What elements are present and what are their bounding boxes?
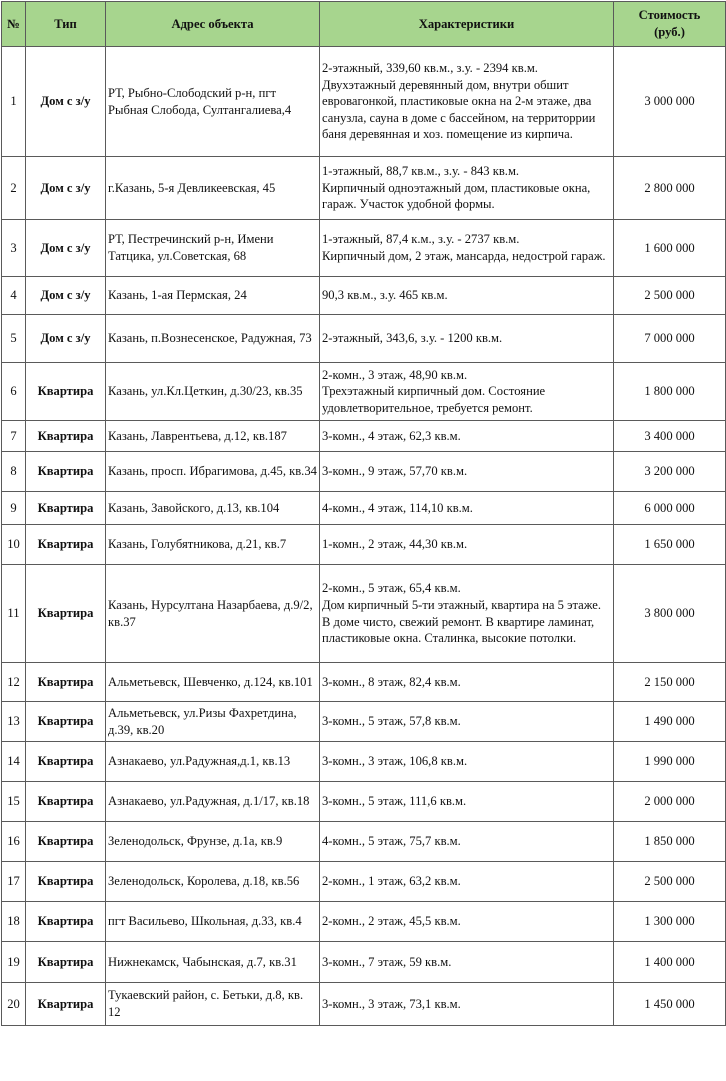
property-address-cell — [106, 942, 320, 983]
property-price: 1 490 000 — [644, 714, 695, 729]
property-price: 3 000 000 — [644, 94, 695, 109]
table-row — [2, 277, 726, 315]
property-address-cell — [106, 822, 320, 862]
property-address-cell — [106, 220, 320, 277]
property-address: Казань, 1-ая Пермская, 24 — [108, 288, 247, 303]
property-address: РТ, Рыбно-Слободский р-н, пгт Рыбная Слобода, Султангалиева,4 — [108, 85, 292, 117]
property-price: 3 800 000 — [644, 606, 695, 621]
row-number-cell — [2, 220, 26, 277]
row-number: 5 — [10, 331, 17, 346]
property-price-cell — [614, 983, 726, 1026]
property-address-cell — [106, 452, 320, 492]
property-characteristics-cell — [320, 702, 614, 742]
property-characteristics-cell — [320, 782, 614, 822]
row-number-cell — [2, 492, 26, 525]
property-type-cell — [26, 220, 106, 277]
property-price-cell — [614, 363, 726, 421]
property-address: пгт Васильево, Школьная, д.33, кв.4 — [108, 914, 302, 929]
property-price: 1 990 000 — [644, 754, 695, 769]
property-address-cell — [106, 47, 320, 157]
property-characteristics: 3-комн., 3 этаж, 73,1 кв.м. — [322, 996, 461, 1011]
property-characteristics: 2-комн., 2 этаж, 45,5 кв.м. — [322, 914, 461, 929]
property-address: Азнакаево, ул.Радужная, д.1/17, кв.18 — [108, 794, 310, 809]
property-address-cell — [106, 983, 320, 1026]
property-price-cell — [614, 742, 726, 782]
row-number-cell — [2, 702, 26, 742]
row-number-cell — [2, 157, 26, 220]
property-characteristics: 2-этажный, 343,6, з.у. - 1200 кв.м. — [322, 331, 503, 346]
property-type-cell — [26, 492, 106, 525]
row-number-cell — [2, 782, 26, 822]
property-address: Казань, ул.Кл.Цеткин, д.30/23, кв.35 — [108, 384, 303, 399]
property-price-cell — [614, 157, 726, 220]
row-number: 6 — [10, 384, 17, 399]
property-price-cell — [614, 942, 726, 983]
row-number-cell — [2, 525, 26, 565]
property-type-cell — [26, 663, 106, 702]
row-number: 11 — [7, 606, 20, 621]
table-row — [2, 47, 726, 157]
row-number: 1 — [10, 94, 17, 109]
property-price-cell — [614, 525, 726, 565]
property-price: 2 500 000 — [644, 288, 695, 303]
row-number: 16 — [7, 834, 20, 849]
property-address-cell — [106, 663, 320, 702]
property-type: Квартира — [37, 428, 94, 443]
table-row — [2, 220, 726, 277]
table-row — [2, 862, 726, 902]
property-characteristics: 3-комн., 5 этаж, 57,8 кв.м. — [322, 714, 461, 729]
property-characteristics: 2-комн., 5 этаж, 65,4 кв.м. Дом кирпичный 5-ти этажный, квартира на 5 этаже. В доме чисто, свежий ремонт. В квартире ламинат, пластиковые окна. Сталинка, высокие потолки. — [322, 581, 602, 646]
property-characteristics-cell — [320, 525, 614, 565]
property-address: г.Казань, 5-я Девликеевская, 45 — [108, 180, 276, 195]
property-characteristics-cell — [320, 942, 614, 983]
property-characteristics: 2-этажный, 339,60 кв.м., з.у. - 2394 кв.м. Двухэтажный деревянный дом, внутри обшит евровагонкой, пластиковые окна на 2-м этаже, два санузла, сауна в доме с бассейном, на территоррии баня деревянная и хоз. помещение из кирпича. — [322, 60, 596, 142]
row-number: 14 — [7, 754, 20, 769]
property-price-cell — [614, 663, 726, 702]
property-price: 1 300 000 — [644, 914, 695, 929]
property-type: Квартира — [37, 914, 94, 929]
property-characteristics-cell — [320, 315, 614, 363]
row-number: 3 — [10, 240, 17, 255]
property-price: 1 600 000 — [644, 240, 695, 255]
row-number-cell — [2, 565, 26, 663]
header-type: Тип — [26, 2, 106, 47]
property-price: 2 800 000 — [644, 180, 695, 195]
property-type: Квартира — [37, 714, 94, 729]
row-number-cell — [2, 983, 26, 1026]
property-price: 3 400 000 — [644, 428, 695, 443]
table-row — [2, 492, 726, 525]
property-type-cell — [26, 525, 106, 565]
property-type: Квартира — [37, 754, 94, 769]
table-row — [2, 822, 726, 862]
property-address: Альметьевск, Шевченко, д.124, кв.101 — [108, 674, 313, 689]
property-characteristics: 3-комн., 9 этаж, 57,70 кв.м. — [322, 464, 468, 479]
row-number: 19 — [7, 954, 20, 969]
table-row — [2, 942, 726, 983]
table-row — [2, 702, 726, 742]
property-address-cell — [106, 862, 320, 902]
property-characteristics: 90,3 кв.м., з.у. 465 кв.м. — [322, 288, 448, 303]
property-price: 2 150 000 — [644, 674, 695, 689]
property-price: 1 800 000 — [644, 384, 695, 399]
property-characteristics-cell — [320, 421, 614, 452]
property-characteristics-cell — [320, 452, 614, 492]
property-address-cell — [106, 782, 320, 822]
property-type: Дом с з/у — [40, 288, 91, 303]
property-characteristics: 3-комн., 8 этаж, 82,4 кв.м. — [322, 674, 461, 689]
property-address-cell — [106, 157, 320, 220]
property-price: 1 450 000 — [644, 996, 695, 1011]
row-number-cell — [2, 942, 26, 983]
row-number-cell — [2, 663, 26, 702]
property-address: Казань, Лаврентьева, д.12, кв.187 — [108, 428, 287, 443]
row-number: 18 — [7, 914, 20, 929]
property-characteristics-cell — [320, 983, 614, 1026]
property-address: Казань, Голубятникова, д.21, кв.7 — [108, 537, 287, 552]
row-number: 10 — [7, 537, 20, 552]
row-number-cell — [2, 277, 26, 315]
property-address-cell — [106, 702, 320, 742]
property-type: Квартира — [37, 384, 94, 399]
property-characteristics: 4-комн., 4 этаж, 114,10 кв.м. — [322, 500, 473, 515]
property-characteristics-cell — [320, 862, 614, 902]
table-row — [2, 983, 726, 1026]
property-type-cell — [26, 315, 106, 363]
property-type-cell — [26, 157, 106, 220]
row-number-cell — [2, 902, 26, 942]
property-type: Квартира — [37, 537, 94, 552]
property-address-cell — [106, 363, 320, 421]
property-address: Нижнекамск, Чабынская, д.7, кв.31 — [108, 954, 297, 969]
row-number: 20 — [7, 996, 20, 1011]
property-type: Квартира — [37, 464, 94, 479]
property-type-cell — [26, 363, 106, 421]
property-type: Дом с з/у — [40, 94, 91, 109]
property-characteristics: 1-этажный, 88,7 кв.м., з.у. - 843 кв.м. Кирпичный одноэтажный дом, пластиковые окна, гараж. Участок удобной формы. — [322, 164, 591, 212]
property-price-cell — [614, 452, 726, 492]
property-characteristics: 3-комн., 5 этаж, 111,6 кв.м. — [322, 794, 467, 809]
row-number: 7 — [10, 428, 17, 443]
property-type-cell — [26, 942, 106, 983]
property-address-cell — [106, 742, 320, 782]
table-row — [2, 902, 726, 942]
row-number: 8 — [10, 464, 17, 479]
property-type-cell — [26, 742, 106, 782]
property-characteristics: 3-комн., 7 этаж, 59 кв.м. — [322, 954, 452, 969]
property-characteristics: 3-комн., 3 этаж, 106,8 кв.м. — [322, 754, 468, 769]
row-number-cell — [2, 421, 26, 452]
property-address: Зеленодольск, Королева, д.18, кв.56 — [108, 874, 300, 889]
property-characteristics: 4-комн., 5 этаж, 75,7 кв.м. — [322, 834, 461, 849]
row-number-cell — [2, 822, 26, 862]
table-row — [2, 363, 726, 421]
row-number: 2 — [10, 180, 17, 195]
property-type: Квартира — [37, 996, 94, 1011]
property-price-cell — [614, 822, 726, 862]
property-characteristics-cell — [320, 902, 614, 942]
property-type: Дом с з/у — [40, 180, 91, 195]
property-characteristics-cell — [320, 565, 614, 663]
row-number: 9 — [10, 500, 17, 515]
property-characteristics-cell — [320, 822, 614, 862]
property-type-cell — [26, 277, 106, 315]
property-characteristics: 2-комн., 3 этаж, 48,90 кв.м. Трехэтажный кирпичный дом. Состояние удовлетворительное, требуется ремонт. — [322, 367, 546, 415]
property-characteristics-cell — [320, 742, 614, 782]
property-listings-table — [1, 1, 726, 1026]
property-type-cell — [26, 862, 106, 902]
property-price: 1 850 000 — [644, 834, 695, 849]
row-number-cell — [2, 315, 26, 363]
header-address: Адрес объекта — [106, 2, 320, 47]
property-characteristics: 1-этажный, 87,4 к.м., з.у. - 2737 кв.м. Кирпичный дом, 2 этаж, мансарда, недострой гараж. — [322, 232, 606, 263]
row-number-cell — [2, 862, 26, 902]
property-type-cell — [26, 702, 106, 742]
property-characteristics: 3-комн., 4 этаж, 62,3 кв.м. — [322, 428, 461, 443]
property-price-cell — [614, 782, 726, 822]
property-address-cell — [106, 492, 320, 525]
table-row — [2, 315, 726, 363]
table-row — [2, 525, 726, 565]
table-row — [2, 452, 726, 492]
property-address-cell — [106, 565, 320, 663]
property-price-cell — [614, 862, 726, 902]
property-characteristics-cell — [320, 277, 614, 315]
property-price-cell — [614, 421, 726, 452]
property-type-cell — [26, 902, 106, 942]
property-price: 7 000 000 — [644, 331, 695, 346]
row-number-cell — [2, 47, 26, 157]
property-price-cell — [614, 220, 726, 277]
row-number: 13 — [7, 714, 20, 729]
header-characteristics: Характеристики — [320, 2, 614, 47]
property-type: Квартира — [37, 874, 94, 889]
property-type-cell — [26, 983, 106, 1026]
property-type: Дом с з/у — [40, 331, 91, 346]
property-type: Квартира — [37, 500, 94, 515]
property-type: Квартира — [37, 794, 94, 809]
header-price: Стоимость (руб.) — [614, 2, 726, 47]
property-address: РТ, Пестречинский р-н, Имени Татцика, ул.Советская, 68 — [108, 232, 274, 263]
row-number: 15 — [7, 794, 20, 809]
header-num: № — [2, 2, 26, 47]
property-address: Казань, просп. Ибрагимова, д.45, кв.34 — [108, 464, 317, 479]
property-type: Дом с з/у — [40, 240, 91, 255]
property-price-cell — [614, 565, 726, 663]
property-price-cell — [614, 277, 726, 315]
property-type: Квартира — [37, 954, 94, 969]
table-row — [2, 663, 726, 702]
property-address: Казань, Нурсултана Назарбаева, д.9/2, кв.37 — [108, 597, 313, 629]
property-price: 1 650 000 — [644, 537, 695, 552]
property-price: 2 000 000 — [644, 794, 695, 809]
property-price: 1 400 000 — [644, 954, 695, 969]
table-header-row — [2, 2, 726, 47]
property-price-cell — [614, 902, 726, 942]
row-number: 17 — [7, 874, 20, 889]
property-address: Азнакаево, ул.Радужная,д.1, кв.13 — [108, 754, 291, 769]
property-price-cell — [614, 702, 726, 742]
property-address-cell — [106, 277, 320, 315]
row-number-cell — [2, 363, 26, 421]
property-characteristics-cell — [320, 157, 614, 220]
row-number: 4 — [10, 288, 17, 303]
property-type: Квартира — [37, 606, 94, 621]
property-type: Квартира — [37, 834, 94, 849]
property-characteristics: 1-комн., 2 этаж, 44,30 кв.м. — [322, 537, 468, 552]
row-number: 12 — [7, 674, 20, 689]
row-number-cell — [2, 742, 26, 782]
property-price: 6 000 000 — [644, 500, 695, 515]
property-type-cell — [26, 47, 106, 157]
row-number-cell — [2, 452, 26, 492]
table-row — [2, 742, 726, 782]
table-body — [2, 47, 726, 1026]
property-address-cell — [106, 525, 320, 565]
property-address: Казань, п.Вознесенское, Радужная, 73 — [108, 331, 312, 346]
property-type: Квартира — [37, 674, 94, 689]
table-row — [2, 157, 726, 220]
property-address: Альметьевск, ул.Ризы Фахретдина, д.39, кв.20 — [108, 705, 297, 737]
property-characteristics-cell — [320, 220, 614, 277]
property-type-cell — [26, 822, 106, 862]
property-price: 2 500 000 — [644, 874, 695, 889]
property-price-cell — [614, 492, 726, 525]
property-characteristics-cell — [320, 663, 614, 702]
property-characteristics-cell — [320, 492, 614, 525]
property-address-cell — [106, 421, 320, 452]
table-row — [2, 565, 726, 663]
table-row — [2, 782, 726, 822]
property-address-cell — [106, 902, 320, 942]
property-price-cell — [614, 47, 726, 157]
property-address: Казань, Завойского, д.13, кв.104 — [108, 500, 280, 515]
property-type-cell — [26, 782, 106, 822]
property-characteristics-cell — [320, 363, 614, 421]
property-price: 3 200 000 — [644, 464, 695, 479]
property-characteristics-cell — [320, 47, 614, 157]
property-type-cell — [26, 421, 106, 452]
property-type-cell — [26, 452, 106, 492]
table-row — [2, 421, 726, 452]
property-address-cell — [106, 315, 320, 363]
property-type-cell — [26, 565, 106, 663]
property-address: Зеленодольск, Фрунзе, д.1а, кв.9 — [108, 834, 283, 849]
property-price-cell — [614, 315, 726, 363]
property-characteristics: 2-комн., 1 этаж, 63,2 кв.м. — [322, 874, 461, 889]
property-address: Тукаевский район, с. Бетьки, д.8, кв. 12 — [108, 988, 304, 1019]
